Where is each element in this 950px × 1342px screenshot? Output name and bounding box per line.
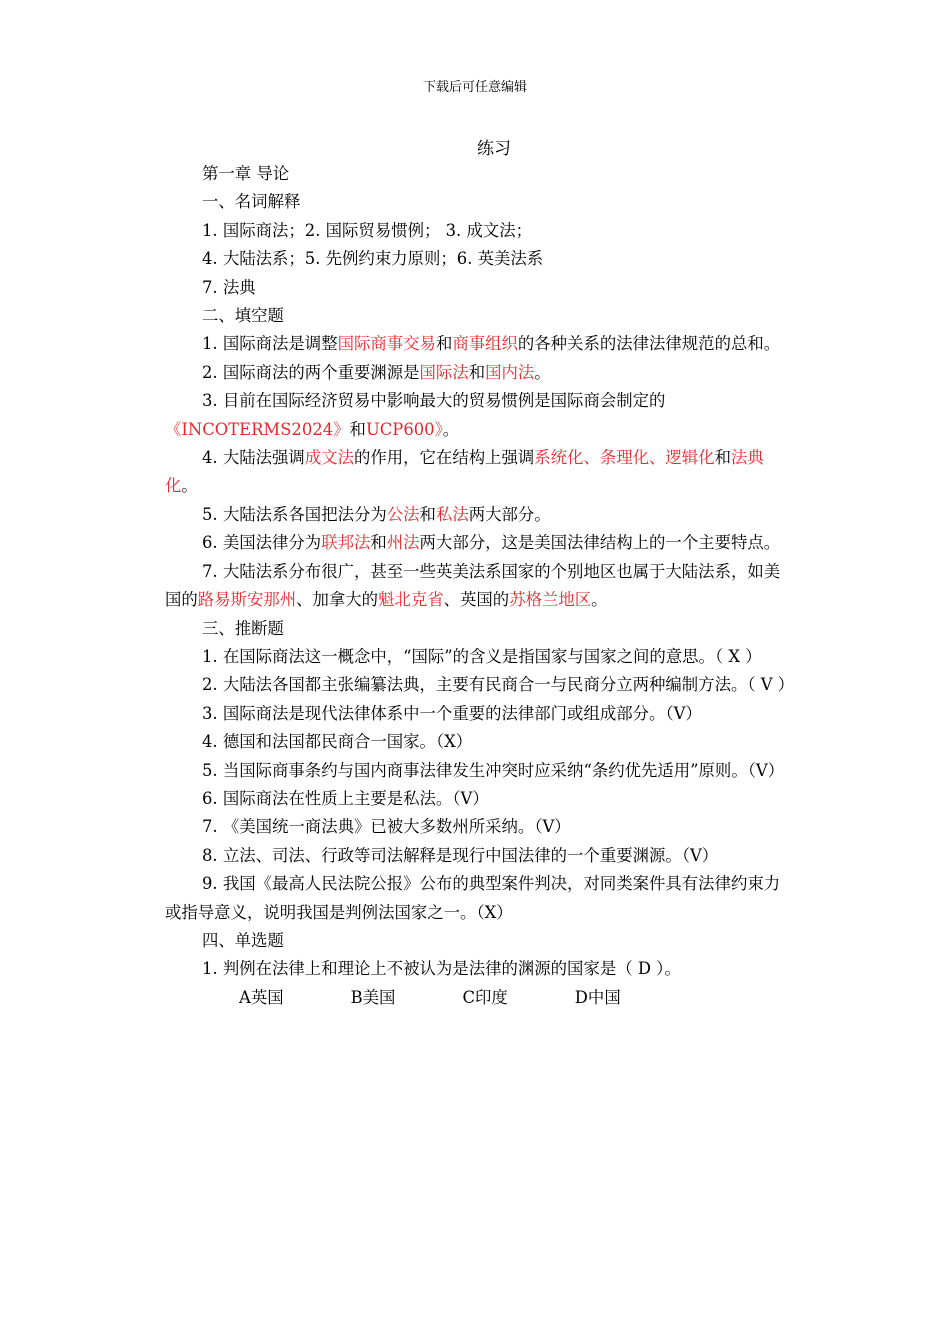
option: C印度 (462, 987, 508, 1007)
fill-question: 7. 大陆法系分布很广，甚至一些英美法系国家的个别地区也属于大陆法系，如美国的路易斯安那州、加拿大的魁北克省、英国的苏格兰地区。 (165, 561, 781, 610)
answer: 商事组织 (452, 334, 518, 354)
option: D中国 (574, 987, 621, 1007)
choice-options (165, 984, 787, 1012)
choice-question: 1. 判例在法律上和理论上不被认为是法律的渊源的国家是（ D ）。 (202, 959, 681, 979)
answer: 系统化、条理化、逻辑化 (534, 448, 715, 468)
fill-question: 2. 国际商法的两个重要渊源是国际法和国内法。 (202, 362, 551, 382)
answer: 州法 (386, 533, 420, 553)
term-line: 4. 大陆法系；5. 先例约束力原则；6. 英美法系 (202, 249, 544, 269)
judgment-item: 8. 立法、司法、行政等司法解释是现行中国法律的一个重要渊源。（V） (202, 845, 719, 865)
fill-question: 5. 大陆法系各国把法分为公法和私法两大部分。 (202, 504, 551, 524)
section-heading: 二、填空题 (202, 306, 284, 326)
fill-question: 3. 目前在国际经济贸易中影响最大的贸易惯例是国际商会制定的《INCOTERMS2024》和UCP600》。 (165, 391, 666, 439)
answer: 成文法 (304, 448, 354, 468)
answer: 国内法 (485, 362, 535, 382)
answer: 魁北克省 (378, 590, 444, 610)
option: B美国 (350, 987, 396, 1007)
answer: 公法 (386, 504, 420, 524)
page-title: 练习 (477, 139, 511, 159)
answer: 《INCOTERMS2024》 (165, 419, 350, 439)
answer: 苏格兰地区 (509, 590, 592, 610)
answer: 路易斯安那州 (197, 590, 297, 610)
chapter-heading: 第一章 导论 (202, 164, 290, 183)
answer: 私法 (435, 504, 469, 524)
judgment-item: 1. 在国际商法这一概念中，“国际”的含义是指国家与国家之间的意思。（ X ） (202, 646, 762, 666)
section-heading: 四、单选题 (202, 930, 284, 950)
option: A英国 (239, 987, 284, 1007)
fill-question: 1. 国际商法是调整国际商事交易和商事组织的各种关系的法律法律规范的总和。 (202, 334, 781, 354)
term-line: 1. 国际商法；2. 国际贸易惯例； 3. 成文法； (202, 220, 533, 240)
answer: 联邦法 (321, 533, 371, 553)
judgment-item: 3. 国际商法是现代法律体系中一个重要的法律部门或组成部分。（V） (202, 703, 702, 723)
judgment-item: 4. 德国和法国都民商合一国家。（X） (202, 732, 473, 752)
answer: 国际法 (419, 362, 469, 382)
answer: 国际商事交易 (337, 334, 436, 354)
judgment-item: 7. 《美国统一商法典》已被大多数州所采纳。（V） (202, 817, 571, 837)
judgment-item: 6. 国际商法在性质上主要是私法。（V） (202, 788, 489, 808)
answer: UCP600》 (365, 419, 443, 439)
judgment-item: 9. 我国《最高人民法院公报》公布的典型案件判决，对同类案件具有法律约束力或指导意义，说明我国是判例法国家之一。（X） (165, 874, 781, 922)
section-heading: 三、推断题 (202, 618, 284, 638)
document-body (165, 160, 795, 1012)
section-heading: 一、名词解释 (202, 192, 301, 212)
judgment-item: 2. 大陆法各国都主张编纂法典，主要有民商合一与民商分立两种编制方法。（ V ） (202, 675, 795, 695)
term-line: 7. 法典 (202, 277, 256, 297)
fill-question: 6. 美国法律分为联邦法和州法两大部分，这是美国法律结构上的一个主要特点。 (202, 533, 781, 553)
fill-question: 4. 大陆法强调成文法的作用，它在结构上强调系统化、条理化、逻辑化和法典化。 (165, 448, 764, 496)
judgment-item: 5. 当国际商事条约与国内商事法律发生冲突时应采纳“条约优先适用”原则。（V） (202, 760, 785, 780)
page-header: 下载后可任意编辑 (422, 80, 527, 95)
answer: 法典化 (165, 448, 764, 496)
